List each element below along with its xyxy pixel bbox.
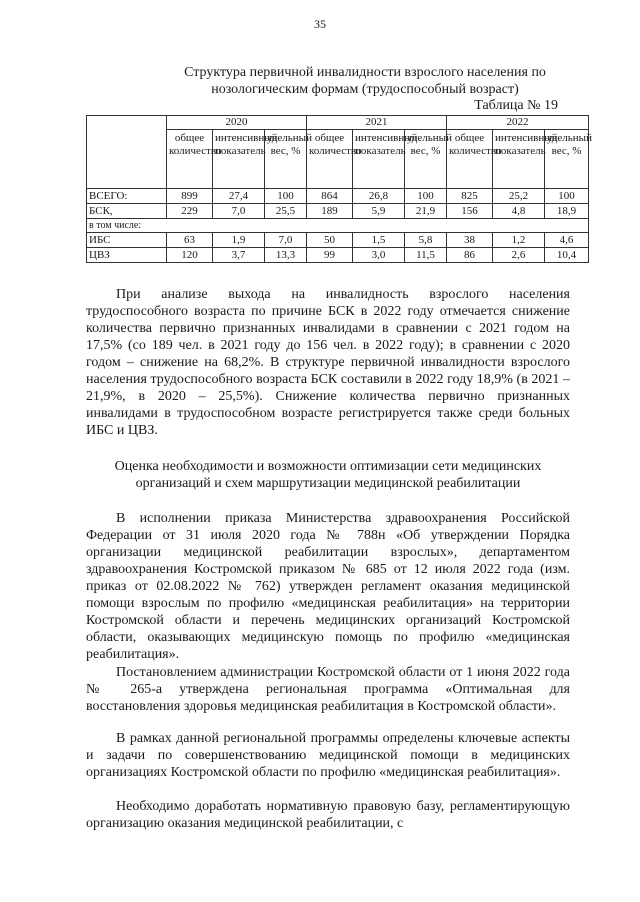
table-cell: 18,9 [545, 204, 589, 219]
paragraph-regional-program: Постановлением администрации Костромской области от 1 июня 2022 года № 265-а утверждена региональная программа «Оптимальная для восстановления здоровья медицинская реабилитация в Костромской области». [86, 665, 570, 714]
table-cell: 4,8 [493, 204, 545, 219]
table-cell: 899 [167, 189, 213, 204]
column-header: интенсивный показатель [493, 130, 545, 189]
table-cell: 5,8 [405, 233, 447, 248]
row-label: ЦВЗ [87, 248, 167, 263]
table-cell: 27,4 [213, 189, 265, 204]
table-cell: 21,9 [405, 204, 447, 219]
disability-table [86, 115, 592, 263]
row-label: БСК, [87, 204, 167, 219]
table-cell: 26,8 [353, 189, 405, 204]
table-row [87, 248, 589, 263]
table-cell: 5,9 [353, 204, 405, 219]
table-cell: 7,0 [265, 233, 307, 248]
table-cell: 50 [307, 233, 353, 248]
table-cell: 11,5 [405, 248, 447, 263]
table-cell: 25,2 [493, 189, 545, 204]
table-title: Структура первичной инвалидности взрослого населения по нозологическим формам (трудоспособный возраст) [184, 65, 546, 97]
row-label: ВСЕГО: [87, 189, 167, 204]
table-section-row [87, 219, 589, 233]
paragraph-normative-base: Необходимо доработать нормативную правовую базу, регламентирующую организацию оказания медицинской реабилитации, с [86, 799, 570, 831]
table-cell: 99 [307, 248, 353, 263]
table-cell: 120 [167, 248, 213, 263]
column-header: общее количество [167, 130, 213, 189]
column-header: удельный вес, % [545, 130, 589, 189]
table-cell: 1,2 [493, 233, 545, 248]
year-header: 2021 [307, 116, 447, 130]
table-cell: 86 [447, 248, 493, 263]
table-cell: 25,5 [265, 204, 307, 219]
table-row [87, 189, 589, 204]
table-cell: 825 [447, 189, 493, 204]
table-cell: 10,4 [545, 248, 589, 263]
table-cell: 100 [265, 189, 307, 204]
table-cell: 229 [167, 204, 213, 219]
table-cell: 1,9 [213, 233, 265, 248]
table-cell: 63 [167, 233, 213, 248]
row-label: ИБС [87, 233, 167, 248]
table-cell: 3,7 [213, 248, 265, 263]
table-cell: 189 [307, 204, 353, 219]
section-label: в том числе: [87, 219, 589, 233]
table-cell: 156 [447, 204, 493, 219]
section-heading: Оценка необходимости и возможности оптимизации сети медицинских организаций и схем маршрутизации медицинской реабилитации [114, 459, 542, 491]
corner-cell [87, 116, 167, 189]
column-header: интенсивный показатель [353, 130, 405, 189]
paragraph-ministry-order: В исполнении приказа Министерства здравоохранения Российской Федерации от 31 июля 2020 года № 788н «Об утверждении Порядка организации медицинской реабилитации взрослых», департаментом здравоохранения Костромской приказом № 685 от 12 июля 2022 года (изм. приказ от 02.08.2022 № 762) утвержден регламент оказания медицинской помощи взрослым по профилю «медицинская реабилитация» на территории Костромской области и перечень медицинских организаций Костромской области, оказывающих медицинскую помощь по профилю «медицинская реабилитация». [86, 511, 570, 662]
table-row [87, 204, 589, 219]
year-header: 2022 [447, 116, 589, 130]
table-row [87, 233, 589, 248]
column-header: общее количество [447, 130, 493, 189]
paragraph-program-aspects: В рамках данной региональной программы определены ключевые аспекты и задачи по совершенствованию медицинской помощи в медицинских организациях Костромской области по профилю «медицинская реабилитация». [86, 731, 570, 780]
table-cell: 13,3 [265, 248, 307, 263]
table-cell: 100 [405, 189, 447, 204]
paragraph-disability-analysis: При анализе выхода на инвалидность взрослого населения трудоспособного возраста по причине БСК в 2022 году отмечается снижение количества первично признанных инвалидами в сравнении с 2021 годом на 17,5% (со 189 чел. в 2021 году до 156 чел. в 2022 году); в сравнении с 2020 годом – снижение на 68,2%. В структуре первичной инвалидности взрослого населения трудоспособного возраста БСК составили в 2022 году 18,9% (в 2021 – 21,9%, в 2020 – 25,5%). Снижение количества первично признанных инвалидами в трудоспособном возрасте регистрируется также среди больных ИБС и ЦВЗ. [86, 287, 570, 438]
table-cell: 864 [307, 189, 353, 204]
table-cell: 38 [447, 233, 493, 248]
year-header: 2020 [167, 116, 307, 130]
table-cell: 3,0 [353, 248, 405, 263]
table-cell: 1,5 [353, 233, 405, 248]
page-number: 35 [314, 17, 326, 31]
column-header: общее количество [307, 130, 353, 189]
table-label: Таблица № 19 [474, 98, 558, 113]
table-cell: 4,6 [545, 233, 589, 248]
table-cell: 2,6 [493, 248, 545, 263]
column-header: интенсивный показатель [213, 130, 265, 189]
table-cell: 7,0 [213, 204, 265, 219]
table-cell: 100 [545, 189, 589, 204]
column-header: удельный вес, % [265, 130, 307, 189]
column-header: удельный вес, % [405, 130, 447, 189]
